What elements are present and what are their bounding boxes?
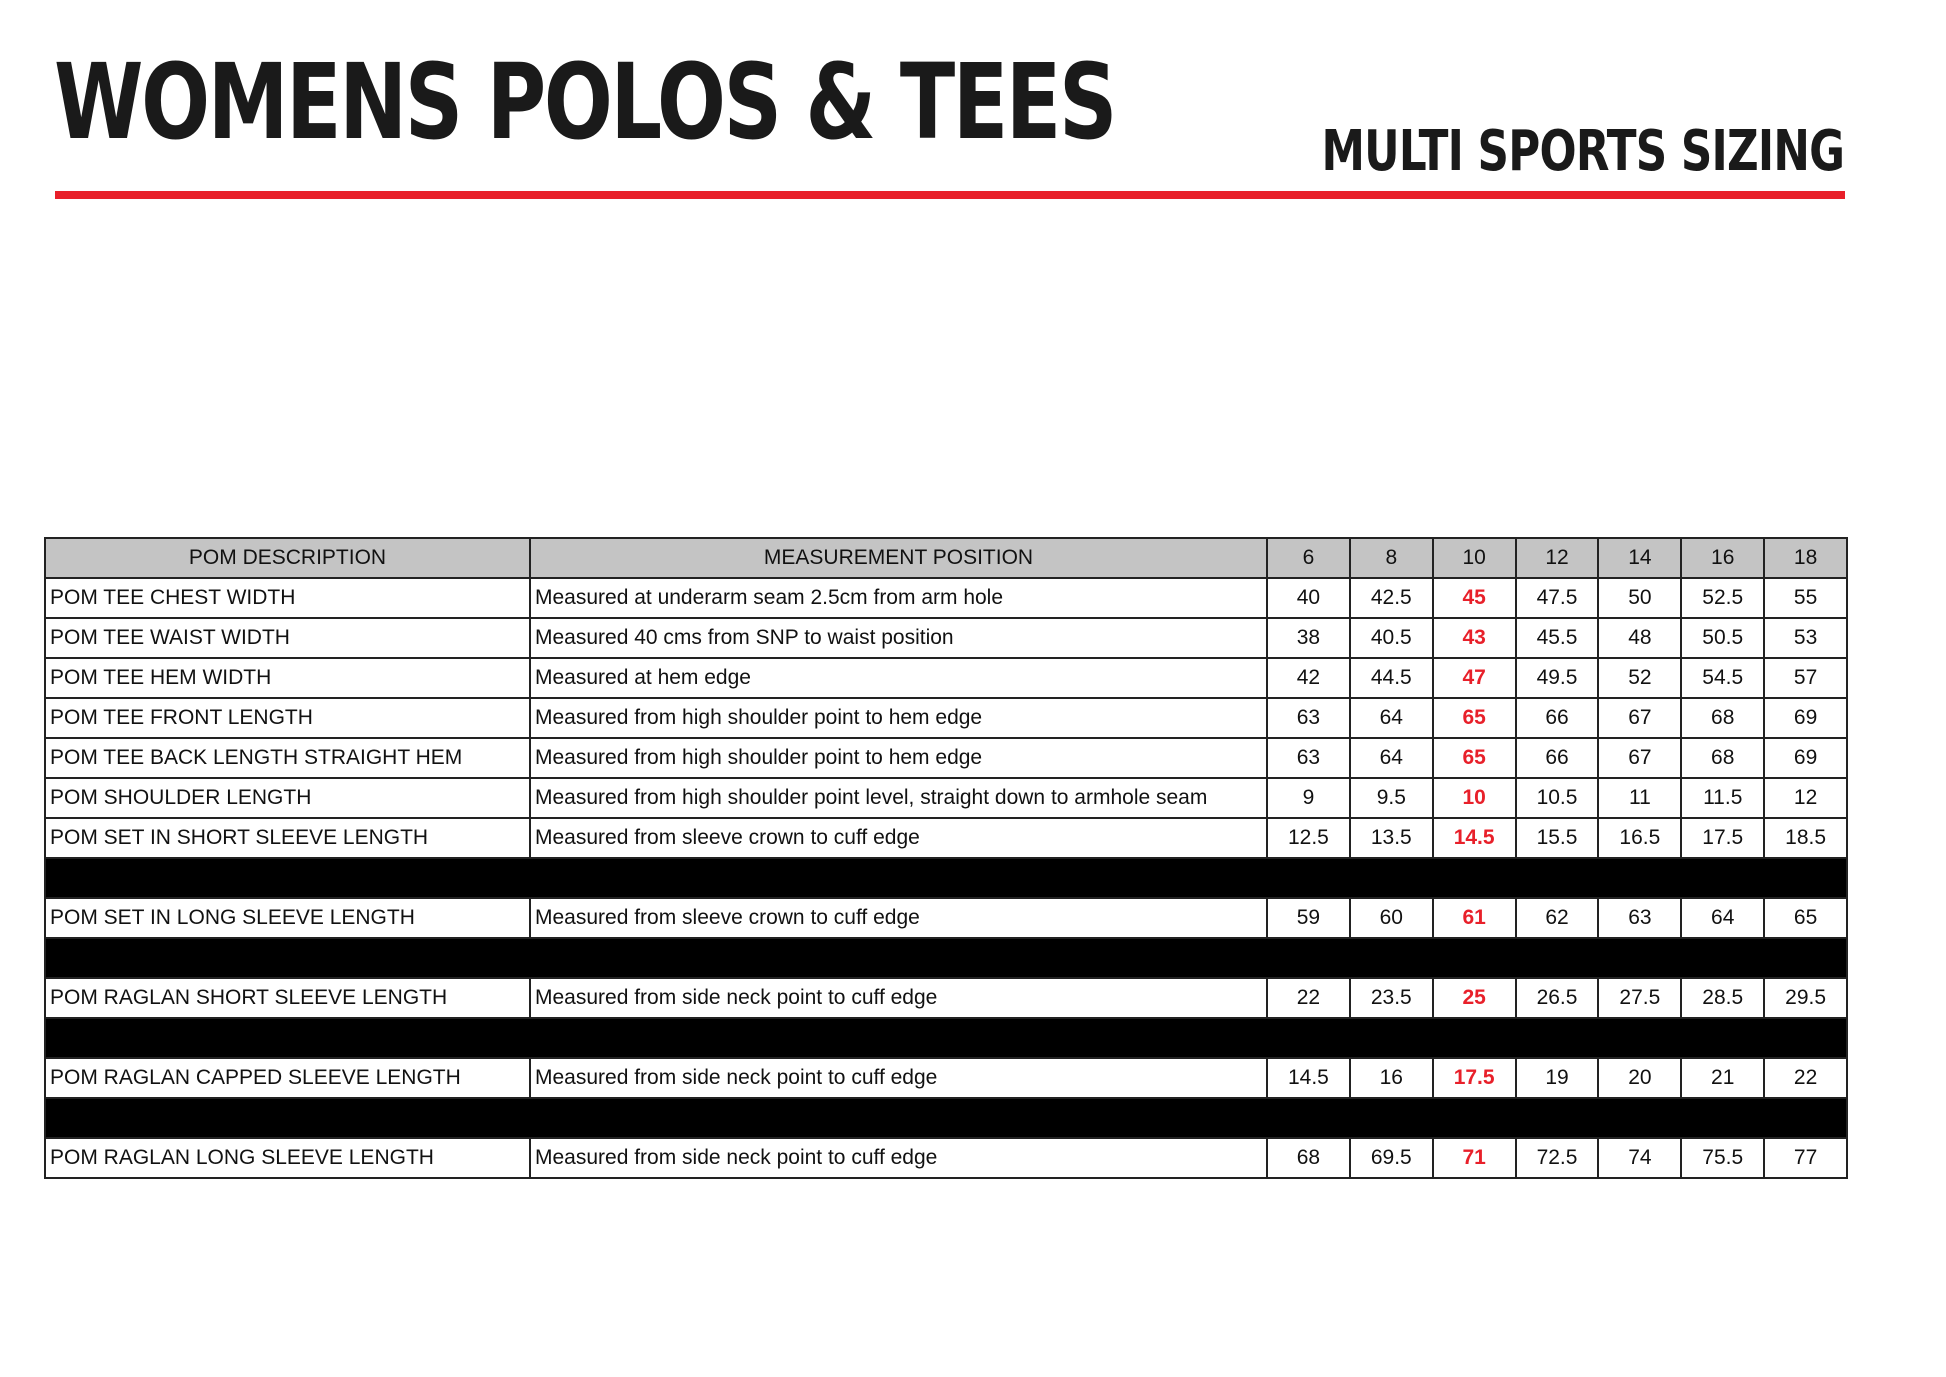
column-header-size-12: 12 xyxy=(1516,538,1599,578)
table-row xyxy=(45,778,1847,818)
size-value-cell: 20 xyxy=(1598,1058,1681,1098)
size-value-cell: 12.5 xyxy=(1267,818,1350,858)
table-row xyxy=(45,818,1847,858)
size-value-cell: 44.5 xyxy=(1350,658,1433,698)
size-value-cell: 65 xyxy=(1433,698,1516,738)
size-value-cell: 67 xyxy=(1598,698,1681,738)
size-value-cell: 64 xyxy=(1350,698,1433,738)
pom-description-cell: POM TEE BACK LENGTH STRAIGHT HEM xyxy=(45,738,530,778)
size-value-cell: 68 xyxy=(1267,1138,1350,1178)
table-row xyxy=(45,898,1847,938)
size-value-cell: 17.5 xyxy=(1681,818,1764,858)
table-header xyxy=(45,538,1847,578)
column-header-size-8: 8 xyxy=(1350,538,1433,578)
column-header-pom-description: POM DESCRIPTION xyxy=(45,538,530,578)
size-value-cell: 63 xyxy=(1598,898,1681,938)
size-value-cell: 14.5 xyxy=(1267,1058,1350,1098)
size-value-cell: 75.5 xyxy=(1681,1138,1764,1178)
table-body xyxy=(45,578,1847,1178)
size-value-cell: 74 xyxy=(1598,1138,1681,1178)
size-value-cell: 63 xyxy=(1267,738,1350,778)
size-value-cell: 16 xyxy=(1350,1058,1433,1098)
separator-band xyxy=(45,858,1847,898)
size-value-cell: 17.5 xyxy=(1433,1058,1516,1098)
size-value-cell: 68 xyxy=(1681,738,1764,778)
size-value-cell: 71 xyxy=(1433,1138,1516,1178)
measurement-position-cell: Measured at hem edge xyxy=(530,658,1267,698)
size-value-cell: 72.5 xyxy=(1516,1138,1599,1178)
size-value-cell: 19 xyxy=(1516,1058,1599,1098)
size-value-cell: 43 xyxy=(1433,618,1516,658)
size-value-cell: 69 xyxy=(1764,698,1847,738)
size-value-cell: 25 xyxy=(1433,978,1516,1018)
sizing-table xyxy=(44,537,1848,1179)
size-value-cell: 52 xyxy=(1598,658,1681,698)
separator-band xyxy=(45,1098,1847,1138)
measurement-position-cell: Measured from sleeve crown to cuff edge xyxy=(530,818,1267,858)
size-value-cell: 38 xyxy=(1267,618,1350,658)
size-value-cell: 45.5 xyxy=(1516,618,1599,658)
size-value-cell: 22 xyxy=(1267,978,1350,1018)
size-value-cell: 28.5 xyxy=(1681,978,1764,1018)
measurement-position-cell: Measured from high shoulder point to hem edge xyxy=(530,738,1267,778)
column-header-size-18: 18 xyxy=(1764,538,1847,578)
size-value-cell: 60 xyxy=(1350,898,1433,938)
size-value-cell: 18.5 xyxy=(1764,818,1847,858)
size-value-cell: 29.5 xyxy=(1764,978,1847,1018)
table-row xyxy=(45,978,1847,1018)
separator-cell xyxy=(45,938,1847,978)
size-value-cell: 40 xyxy=(1267,578,1350,618)
table-row xyxy=(45,618,1847,658)
title-divider xyxy=(55,191,1845,199)
size-value-cell: 50.5 xyxy=(1681,618,1764,658)
page-subtitle: MULTI SPORTS SIZING xyxy=(1321,119,1844,184)
pom-description-cell: POM TEE HEM WIDTH xyxy=(45,658,530,698)
size-value-cell: 47 xyxy=(1433,658,1516,698)
size-value-cell: 15.5 xyxy=(1516,818,1599,858)
pom-description-cell: POM TEE WAIST WIDTH xyxy=(45,618,530,658)
table-row xyxy=(45,658,1847,698)
table-row xyxy=(45,578,1847,618)
measurement-position-cell: Measured at underarm seam 2.5cm from arm hole xyxy=(530,578,1267,618)
measurement-position-cell: Measured from high shoulder point to hem edge xyxy=(530,698,1267,738)
size-value-cell: 48 xyxy=(1598,618,1681,658)
size-value-cell: 9.5 xyxy=(1350,778,1433,818)
size-value-cell: 66 xyxy=(1516,698,1599,738)
separator-band xyxy=(45,1018,1847,1058)
size-value-cell: 55 xyxy=(1764,578,1847,618)
size-value-cell: 62 xyxy=(1516,898,1599,938)
size-value-cell: 11.5 xyxy=(1681,778,1764,818)
size-value-cell: 77 xyxy=(1764,1138,1847,1178)
measurement-position-cell: Measured from sleeve crown to cuff edge xyxy=(530,898,1267,938)
page-title: WOMENS POLOS & TEES xyxy=(54,41,1116,163)
column-header-size-10: 10 xyxy=(1433,538,1516,578)
column-header-measurement-position: MEASUREMENT POSITION xyxy=(530,538,1267,578)
size-value-cell: 53 xyxy=(1764,618,1847,658)
column-header-size-14: 14 xyxy=(1598,538,1681,578)
table-header-row xyxy=(45,538,1847,578)
size-value-cell: 12 xyxy=(1764,778,1847,818)
table-row xyxy=(45,1058,1847,1098)
size-value-cell: 14.5 xyxy=(1433,818,1516,858)
pom-description-cell: POM SET IN SHORT SLEEVE LENGTH xyxy=(45,818,530,858)
table-row xyxy=(45,698,1847,738)
size-value-cell: 42 xyxy=(1267,658,1350,698)
size-value-cell: 21 xyxy=(1681,1058,1764,1098)
size-value-cell: 65 xyxy=(1764,898,1847,938)
size-value-cell: 10.5 xyxy=(1516,778,1599,818)
separator-cell xyxy=(45,858,1847,898)
size-value-cell: 54.5 xyxy=(1681,658,1764,698)
pom-description-cell: POM SHOULDER LENGTH xyxy=(45,778,530,818)
measurement-position-cell: Measured from side neck point to cuff edge xyxy=(530,1058,1267,1098)
table-row xyxy=(45,738,1847,778)
size-value-cell: 65 xyxy=(1433,738,1516,778)
size-value-cell: 23.5 xyxy=(1350,978,1433,1018)
pom-description-cell: POM RAGLAN CAPPED SLEEVE LENGTH xyxy=(45,1058,530,1098)
size-value-cell: 22 xyxy=(1764,1058,1847,1098)
size-value-cell: 42.5 xyxy=(1350,578,1433,618)
size-value-cell: 16.5 xyxy=(1598,818,1681,858)
size-value-cell: 11 xyxy=(1598,778,1681,818)
size-value-cell: 47.5 xyxy=(1516,578,1599,618)
size-value-cell: 59 xyxy=(1267,898,1350,938)
size-value-cell: 10 xyxy=(1433,778,1516,818)
size-value-cell: 69.5 xyxy=(1350,1138,1433,1178)
pom-description-cell: POM RAGLAN LONG SLEEVE LENGTH xyxy=(45,1138,530,1178)
size-value-cell: 68 xyxy=(1681,698,1764,738)
size-value-cell: 63 xyxy=(1267,698,1350,738)
column-header-size-6: 6 xyxy=(1267,538,1350,578)
size-value-cell: 64 xyxy=(1681,898,1764,938)
measurement-position-cell: Measured from side neck point to cuff edge xyxy=(530,978,1267,1018)
separator-band xyxy=(45,938,1847,978)
size-value-cell: 49.5 xyxy=(1516,658,1599,698)
size-value-cell: 9 xyxy=(1267,778,1350,818)
size-value-cell: 40.5 xyxy=(1350,618,1433,658)
pom-description-cell: POM TEE FRONT LENGTH xyxy=(45,698,530,738)
measurement-position-cell: Measured 40 cms from SNP to waist position xyxy=(530,618,1267,658)
size-value-cell: 27.5 xyxy=(1598,978,1681,1018)
size-value-cell: 57 xyxy=(1764,658,1847,698)
size-value-cell: 13.5 xyxy=(1350,818,1433,858)
column-header-size-16: 16 xyxy=(1681,538,1764,578)
size-value-cell: 61 xyxy=(1433,898,1516,938)
separator-cell xyxy=(45,1098,1847,1138)
pom-description-cell: POM TEE CHEST WIDTH xyxy=(45,578,530,618)
measurement-position-cell: Measured from side neck point to cuff edge xyxy=(530,1138,1267,1178)
size-value-cell: 45 xyxy=(1433,578,1516,618)
size-value-cell: 67 xyxy=(1598,738,1681,778)
separator-cell xyxy=(45,1018,1847,1058)
size-value-cell: 64 xyxy=(1350,738,1433,778)
measurement-position-cell: Measured from high shoulder point level, straight down to armhole seam xyxy=(530,778,1267,818)
size-value-cell: 66 xyxy=(1516,738,1599,778)
size-value-cell: 52.5 xyxy=(1681,578,1764,618)
pom-description-cell: POM RAGLAN SHORT SLEEVE LENGTH xyxy=(45,978,530,1018)
size-value-cell: 26.5 xyxy=(1516,978,1599,1018)
size-value-cell: 50 xyxy=(1598,578,1681,618)
table-row xyxy=(45,1138,1847,1178)
size-value-cell: 69 xyxy=(1764,738,1847,778)
pom-description-cell: POM SET IN LONG SLEEVE LENGTH xyxy=(45,898,530,938)
